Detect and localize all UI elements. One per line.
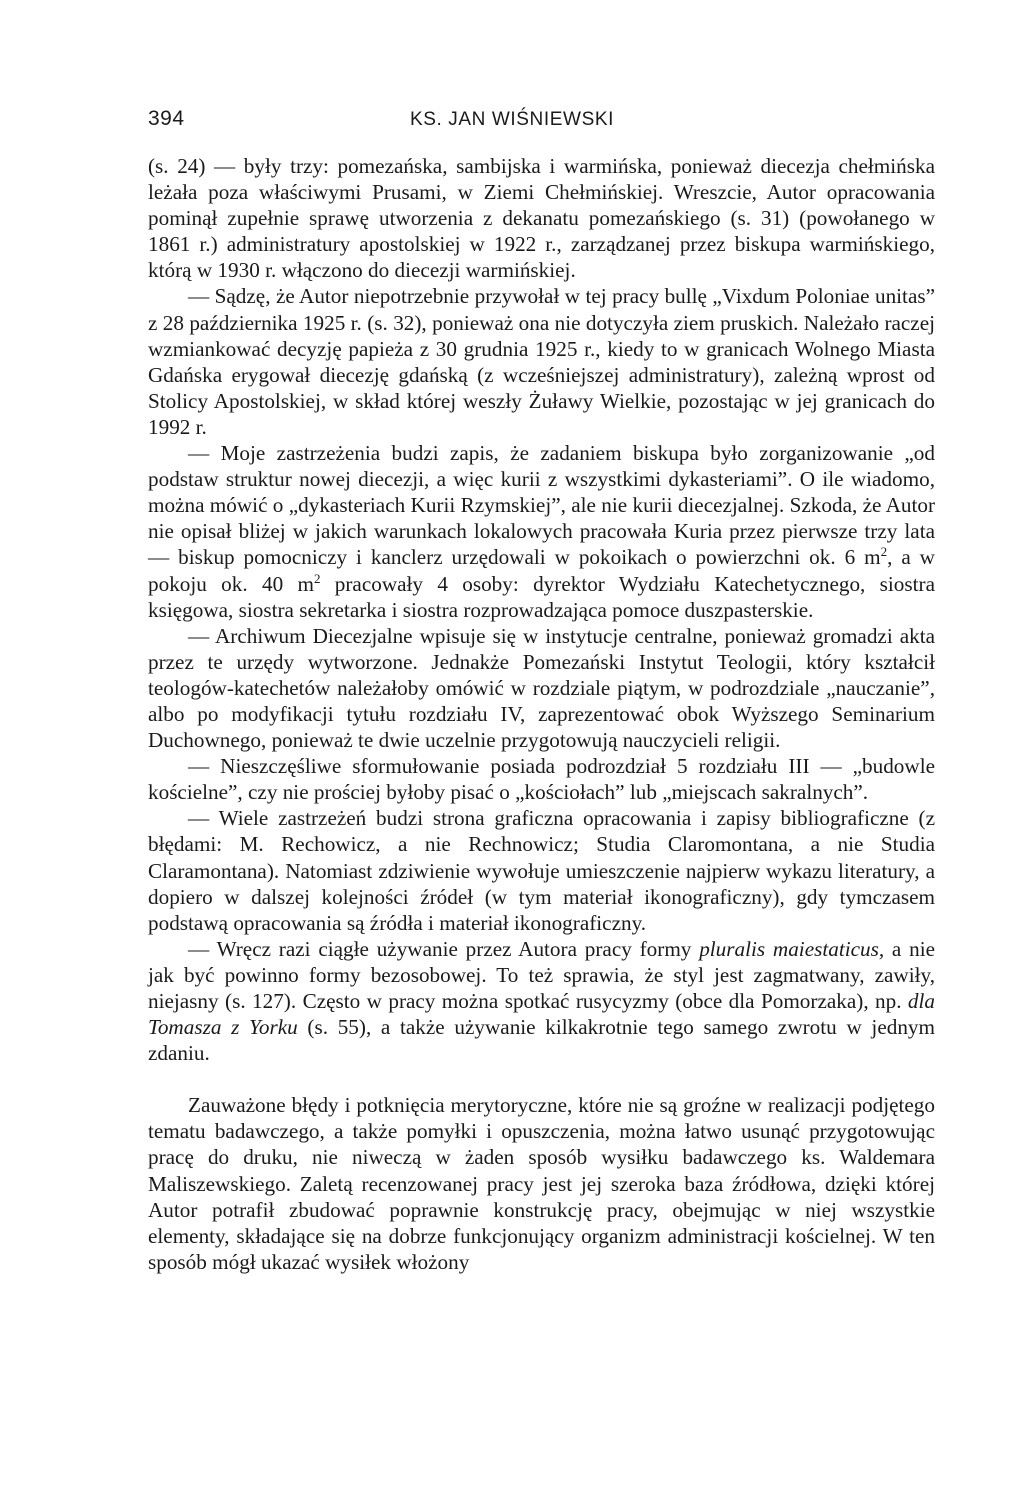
paragraph-conclusion: Zauważone błędy i potknięcia merytoryczne, które nie są groźne w realizacji podjętego tematu badawczego, a także pomyłki i opuszczenia, można łatwo usunąć przygotowując pracę do druku, nie niweczą w żaden sposób wysiłku badawczego ks. Waldemara Maliszewskiego. Zaletą recenzowanej pracy jest jej szeroka baza źródłowa, dzięki której Autor potrafił zbudować poprawnie konstrukcję pracy, obejmując w niej wszystkie elementy, składające się na dobrze funkcjonujący organizm administracji kościelnej. W ten sposób mógł ukazać wysiłek włożony <box>148 1093 935 1274</box>
text-run: , a w pokoju ok. 40 m <box>148 545 935 596</box>
superscript: 2 <box>880 544 888 560</box>
paragraph-continuation: (s. 24) — były trzy: pomezańska, sambijska i warmińska, ponieważ diecezja chełmińska leżała poza właściwymi Prusami, w Ziemi Chełmińskiej. Wreszcie, Autor opracowania pominął zupełnie sprawę utworzenia z dekanatu pomezańskiego (s. 31) (powołanego w 1861 r.) administratury apostolskiej w 1922 r., zarządzanej przez biskupa warmińskiego, którą w 1930 r. włączono do diecezji warmińskiej. <box>148 154 935 283</box>
paragraph-bull-vixdum: — Sądzę, że Autor niepotrzebnie przywołał w tej pracy bullę „Vixdum Poloniae unitas” z 28 października 1925 r. (s. 32), ponieważ ona nie dotyczyła ziem pruskich. Należało raczej wzmiankować decyzję papieża z 30 grudnia 1925 r., kiedy to w granicach Wolnego Miasta Gdańska erygował diecezję gdańską (z wcześniejszej administratury), zależną wprost od Stolicy Apostolskiej, w skład której weszły Żuławy Wielkie, pozostając w jej granicach do 1992 r. <box>148 284 935 439</box>
paragraph-graphics: — Wiele zastrzeżeń budzi strona graficzna opracowania i zapisy bibliograficzne (z błędami: M. Rechowicz, a nie Rechnowicz; Studia Claromontana, a nie Studia Claramontana). Natomiast zdziwienie wywołuje umieszczenie najpierw wykazu literatury, a dopiero w dalszej kolejności źródeł (w tym materiał ikonograficzny), gdy tymczasem podstawą opracowania są źródła i materiał ikonograficzny. <box>148 806 935 935</box>
italic-text: pluralis maiestaticus, <box>699 936 885 961</box>
text-run: pracowały 4 osoby: dyrektor Wydziału Katechetycznego, siostra księgowa, siostra sekretarka i siostra rozprowadzająca pomoce duszpasterskie. <box>148 571 935 622</box>
body-text <box>148 153 935 1275</box>
paragraph-style <box>148 936 935 1066</box>
superscript: 2 <box>313 570 321 586</box>
italic-text: dla Tomasza z Yorku <box>148 989 935 1040</box>
paragraph-archive: — Archiwum Diecezjalne wpisuje się w instytucje centralne, ponieważ gromadzi akta przez te urzędy wytworzone. Jednakże Pomezański Instytut Teologii, który kształcił teologów-katechetów należałoby omówić w rozdziale piątym, w podrozdziale „nauczanie”, albo po modyfikacji tytułu rozdziału IV, zaprezentować obok Wyższego Seminarium Duchownego, ponieważ te dwie uczelnie przygotowują nauczycieli religii. <box>148 623 935 753</box>
paragraph-subchapter: — Nieszczęśliwe sformułowanie posiada podrozdział 5 rozdziału III — „budowle kościelne”, czy nie prościej byłoby pisać o „kościołach” lub „miejscach sakralnych”. <box>148 754 935 805</box>
text-run: a nie jak być powinno formy bezosobowej. To też sprawia, że styl jest zagmatwany, zawiły, niejasny (s. 127). Często w pracy można spotkać rusycyzmy (obce dla Pomorzaka), np. <box>148 936 936 1013</box>
text-run: — Wręcz razi ciągłe używanie przez Autora pracy formy <box>188 936 700 961</box>
page-header <box>148 107 938 135</box>
page-number: 394 <box>148 107 185 130</box>
running-head: KS. JAN WIŚNIEWSKI <box>410 109 614 130</box>
text-run: (s. 55), a także używanie kilkakrotnie tego samego zwrotu w jednym zdaniu. <box>148 1015 935 1066</box>
text-run: — Moje zastrzeżenia budzi zapis, że zadaniem biskupa było zorganizowanie „od podstaw struktur nowej diecezji, a więc kurii z wszystkimi dykasteriami”. O ile wiadomo, można mówić o „dykasteriach Kurii Rzymskiej”, ale nie kurii diecezjalnej. Szkoda, że Autor nie opisał bliżej w jakich warunkach lokalowych pracowała Kuria przez pierwsze trzy lata — biskup pomocniczy i kanclerz urzędowali w pokoikach o powierzchni ok. 6 m <box>148 441 935 570</box>
paragraph-curia <box>148 440 935 623</box>
